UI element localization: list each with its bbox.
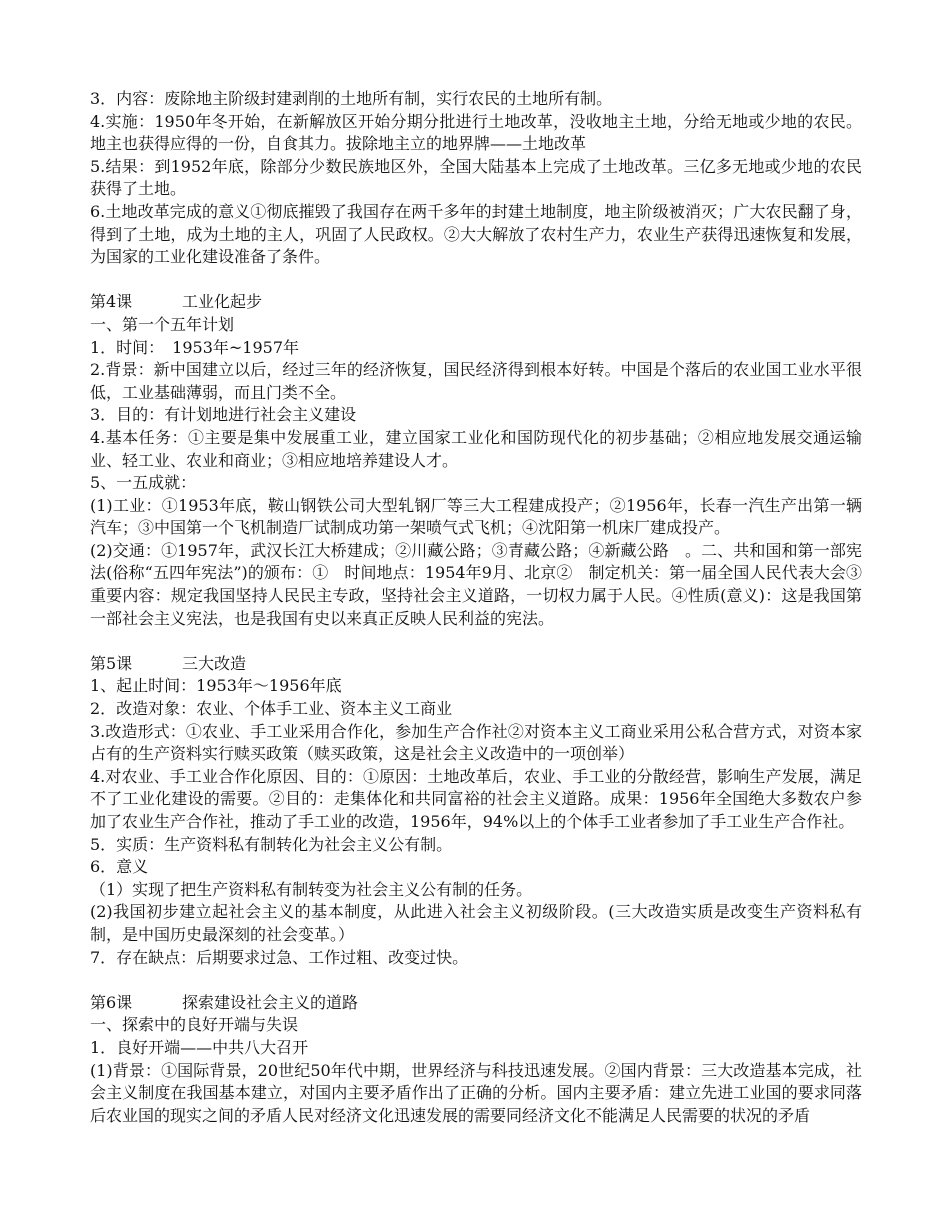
- paragraph: 6.土地改革完成的意义①彻底摧毁了我国存在两千多年的封建土地制度，地主阶级被消灭；广大农民翻了身，得到了土地，成为土地的主人，巩固了人民政权。②大大解放了农村生产力，农业生产获得迅速恢复和发展，为国家的工业化建设准备了条件。: [90, 201, 862, 267]
- paragraph: 7．存在缺点：后期要求过急、工作过粗、改变过快。: [90, 947, 469, 967]
- paragraph: 一、第一个五年计划: [90, 314, 235, 334]
- land-reform-section: [90, 88, 862, 269]
- spacer: [90, 630, 862, 653]
- lesson-heading: [90, 653, 862, 676]
- paragraph: 3．内容：废除地主阶级封建剥削的土地所有制，实行农民的土地所有制。: [90, 89, 613, 108]
- paragraph: 2．改造对象：农业、个体手工业、资本主义工商业: [90, 699, 453, 719]
- paragraph: 3.改造形式：①农业、手工业采用合作化，参加生产合作社②对资本主义工商业采用公私合营方式，对资本家占有的生产资料实行赎买政策（赎买政策，这是社会主义改造中的一项创举）: [90, 721, 862, 764]
- paragraph: 4.对农业、手工业合作化原因、目的：①原因：土地改革后，农业、手工业的分散经营，影响生产发展，满足不了工业化建设的需要。②目的：走集体化和共同富裕的社会主义道路。成果：1956年全国绝大多数农户参加了农业生产合作社，推动了手工业的改造，1956年，94%以上的个体手工业者参加了手工业生产合作社。: [90, 766, 862, 831]
- paragraph: 5.结果：到1952年底，除部分少数民族地区外，全国大陆基本上完成了土地改革。三亿多无地或少地的农民获得了土地。: [90, 156, 862, 199]
- paragraph: (1)工业：①1953年底，鞍山钢铁公司大型轧钢厂等三大工程建成投产；②1956年，长春一汽生产出第一辆汽车；③中国第一个飞机制造厂试制成功第一架喷气式飞机；④沈阳第一机床厂建成投产。: [90, 495, 862, 538]
- paragraph: 1、起止时间：1953年～1956年底: [90, 676, 342, 696]
- paragraph: 5、一五成就：: [90, 473, 197, 493]
- paragraph: 4.实施：1950年冬开始，在新解放区开始分期分批进行土地改革，没收地主土地，分给无地或少地的农民。地主也获得应得的一份，自食其力。拔除地主立的地界牌——土地改革: [90, 111, 862, 154]
- paragraph: 5．实质：生产资料私有制转化为社会主义公有制。: [90, 834, 453, 854]
- lesson-heading: [90, 291, 862, 314]
- lesson-title: 三大改造: [182, 653, 247, 673]
- paragraph: 1．时间： 1953年~1957年: [90, 337, 300, 357]
- paragraph: 6．意义: [90, 857, 149, 877]
- paragraph: 4.基本任务：①主要是集中发展重工业，建立国家工业化和国防现代化的初步基础；②相应地发展交通运输业、轻工业、农业和商业；③相应地培养建设人才。: [90, 427, 862, 470]
- paragraph: (2)我国初步建立起社会主义的基本制度，从此进入社会主义初级阶段。(三大改造实质是改变生产资料私有制，是中国历史最深刻的社会变革。）: [90, 902, 862, 944]
- lesson-title: 探索建设社会主义的道路: [182, 992, 359, 1012]
- paragraph: 2.背景：新中国建立以后，经过三年的经济恢复，国民经济得到根本好转。中国是个落后的农业国工业水平很低，工业基础薄弱，而且门类不全。: [90, 360, 862, 402]
- lesson-number: 第6课: [90, 992, 133, 1012]
- spacer: [90, 269, 862, 292]
- paragraph: 1．良好开端——中共八大召开: [90, 1037, 309, 1057]
- paragraph: 3．目的：有计划地进行社会主义建设: [90, 405, 357, 425]
- lesson-number: 第5课: [90, 653, 133, 673]
- lesson-6-section: [90, 992, 862, 1128]
- spacer: [90, 969, 862, 992]
- lesson-number: 第4课: [90, 292, 133, 312]
- paragraph: (1)背景：①国际背景，20世纪50年代中期，世界经济与科技迅速发展。②国内背景：三大改造基本完成，社会主义制度在我国基本建立，对国内主要矛盾作出了正确的分析。国内主要矛盾：建立先进工业国的要求同落后农业国的现实之间的矛盾人民对经济文化迅速发展的需要同经济文化不能满足人民需要的状况的矛盾: [90, 1060, 862, 1125]
- lesson-heading: [90, 992, 862, 1015]
- paragraph: （1）实现了把生产资料私有制转变为社会主义公有制的任务。: [90, 879, 533, 899]
- paragraph: (2)交通：①1957年，武汉长江大桥建成；②川藏公路；③青藏公路；④新藏公路 。二、共和国和第一部宪法(俗称“五四年宪法”)的颁布：① 时间地点：1954年9月、北京② 制定机关：第一届全国人民代表大会③ 重要内容：规定我国坚持人民民主专政，坚持社会主义道路，一切权力属于人民。④性质(意义)：这是我国第一部社会主义宪法，也是我国有史以来真正反映人民利益的宪法。: [90, 540, 879, 628]
- lesson-5-section: [90, 653, 862, 969]
- document-page: [90, 88, 879, 1127]
- paragraph: 一、探索中的良好开端与失误: [90, 1015, 299, 1035]
- lesson-4-section: [90, 291, 879, 630]
- lesson-title: 工业化起步: [182, 292, 263, 312]
